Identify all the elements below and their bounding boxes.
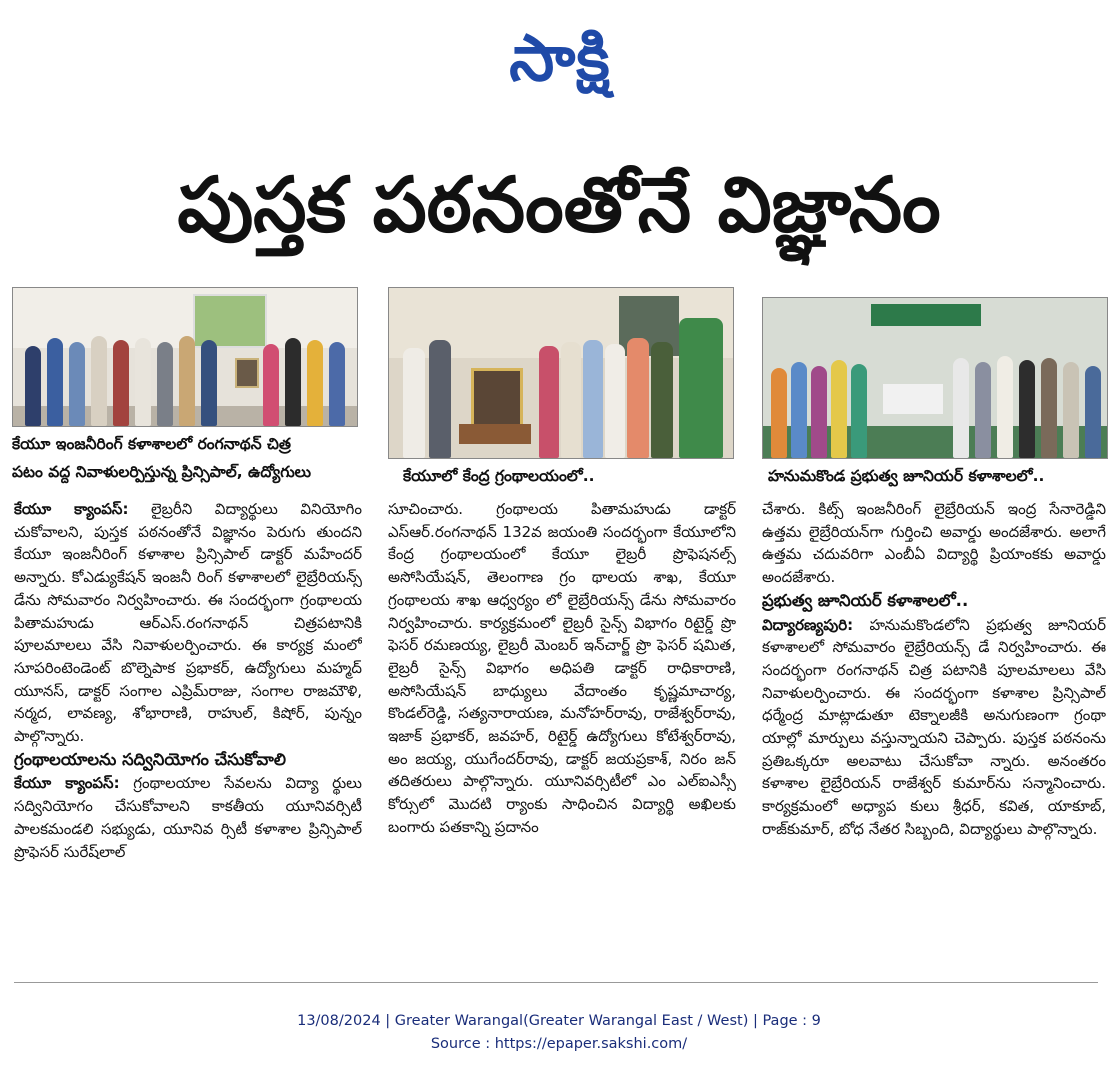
photo-1-portrait	[235, 358, 259, 388]
photo-1-window	[193, 294, 267, 348]
photo-3-caption	[768, 462, 1108, 490]
article-text: హనుమకొండలోని ప్రభుత్వ జూనియర్ కళాశాలలో సోమవారం లైబ్రేరియన్స్ డే నిర్వహించారు. ఈ సందర్భంగా రంగనాథన్ చిత్ర పటానికి పూలమాలలు వేసి నివాళులర్పించారు. ఈ సందర్భంగా కళాశాల ప్రిన్సిపాల్ ధర్మేంద్ర మాట్లాడుతూ టెక్నాలజీకి అనుగుణంగా గ్రంథా యాల్లో మార్పులు వస్తున్నాయని చెప్పారు. పుస్తక పఠనంను ప్రతిఒక్కరూ అలవాటు చేసుకోవా న్నారు. అనంతరం కళాశాల లైబ్రేరియన్ రాజేశ్వర్ కుమార్‌ను సన్మానించారు. కార్యక్రమంలో అధ్యాప కులు శ్రీధర్, కవిత, యాకూబ్, రాజ్‌కుమార్, బోధ నేతర సిబ్బంది, విద్యార్థులు పాల్గొన్నారు.	[762, 615, 1106, 838]
photo-3-person	[811, 366, 827, 458]
footer-divider	[14, 982, 1098, 983]
photo-3-table	[883, 384, 943, 414]
photo-3-person	[953, 358, 969, 458]
photo-2-table	[459, 424, 531, 444]
photo-1-person	[329, 342, 345, 426]
photo-3	[762, 297, 1108, 459]
article-text: లైబ్రరీని విద్యార్థులు వినియోగిం చుకోవాలని, పుస్తక పఠనంతోనే విజ్ఞానం పెరుగు తుందని కేయూ ఇంజనీరింగ్ కళాశాల ప్రిన్సిపాల్ డాక్టర్ మహేందర్ అన్నారు. కోఎడ్యుకేషన్ ఇంజనీ రింగ్ కళాశాలలో లైబ్రేరియన్స్ డేను సోమవారం నిర్వహించారు. ఈ సందర్భంగా గ్రంథాలయ పితామహుడు ఆర్ఎస్.రంగనాథన్ చిత్రపటానికి పూలమాలలు వేసి నివాళులర్పించారు. ఈ కార్యక్ర మంలో సూపరింటెండెంట్ బొల్నెపాక ప్రభాకర్, ఉద్యోగులు మహ్మద్ యూనస్, డాక్టర్ సంగాల ఎప్రిమ్‌రాజు, సంగాల రాజమౌళి, నర్మద, లావణ్య, శోభారాణి, రాహుల్, కిషోర్, పున్నం పాల్గొన్నారు.	[14, 500, 362, 746]
photo-1-person	[25, 346, 41, 426]
photo-3-person	[1041, 358, 1057, 458]
photo-2-person	[403, 348, 425, 458]
photo-1-person	[157, 342, 173, 426]
photo-2-person	[651, 342, 673, 458]
photo-2-person	[561, 342, 581, 458]
photo-1-person	[307, 340, 323, 426]
photo-2-caption	[403, 462, 733, 490]
photo-3-person	[791, 362, 807, 458]
photo-1-person	[263, 344, 279, 426]
photo-1-person	[113, 340, 129, 426]
photo-2-person	[429, 340, 451, 458]
photo-1-person	[135, 338, 151, 426]
photo-2-person	[627, 338, 649, 458]
headline: పుస్తక పఠనంతోనే విజ్ఞానం	[177, 160, 941, 249]
article-text: చేశారు. కిట్స్ ఇంజనీరింగ్ లైబ్రేరియన్ ఇంద్ర సేనారెడ్డిని ఉత్తమ లైబ్రేరియన్‌గా గుర్తించి అవార్డు అందజేశారు. అలాగే ఉత్తమ చదువరిగా ఎంబీఏ విద్యార్థి ప్రియాంకకు అవార్డు అందజేశారు.	[762, 500, 1106, 587]
article-text: గ్రంథాలయాల సేవలను విద్యా ర్థులు సద్వినియోగం చేసుకోవాలని కాకతీయ యూనివర్సిటీ పాలకమండలి సభ్యుడు, యూనివ ర్సిటీ కళాశాల ప్రిన్సిపాల్ ప్రొఫెసర్ సురేష్‌లాల్	[14, 774, 362, 861]
photo-1-person	[201, 340, 217, 426]
photo-1	[12, 287, 358, 427]
photo-2-person	[583, 340, 603, 458]
photo-1-person	[47, 338, 63, 426]
photo-2-person	[539, 346, 559, 458]
photo-2-person	[605, 344, 625, 458]
photo-1-caption	[12, 430, 357, 486]
photo-1-person	[179, 336, 195, 426]
article-column-3	[762, 498, 1106, 942]
dateline: కేయూ క్యాంపస్:	[14, 500, 129, 518]
photo-2-portrait	[471, 368, 523, 432]
photo-3-person	[1085, 366, 1101, 458]
photo-3-person	[771, 368, 787, 458]
photo-3-person	[997, 356, 1013, 458]
article-column-2	[388, 498, 736, 942]
article-column-1	[14, 498, 362, 942]
photo-1-caption-line: పటం వద్ద నివాళులర్పిస్తున్న ప్రిన్సిపాల్, ఉద్యోగులు	[12, 463, 312, 481]
masthead-logo: సాక్షి	[509, 22, 611, 96]
photo-3-banner	[871, 304, 981, 326]
photo-1-person	[91, 336, 107, 426]
photo-3-person	[1019, 360, 1035, 458]
photo-2-person	[679, 318, 723, 458]
photo-1-person	[285, 338, 301, 426]
article-text: సూచించారు. గ్రంథాలయ పితామహుడు డాక్టర్ ఎస్ఆర్.రంగనాథన్ 132వ జయంతి సందర్భంగా కేయూలోని కేంద్ర గ్రంథాలయంలో కేయూ లైబ్రరీ ప్రొఫెషనల్స్ అసోసియేషన్, తెలంగాణ గ్రం థాలయ శాఖ, కేయూ గ్రంథాలయ శాఖ ఆధ్వర్యం లో లైబ్రేరియన్స్ డేను సోమవారం నిర్వహించారు. కార్యక్రమంలో లైబ్రరీ సైన్స్ విభాగం రిటైర్డ్ ప్రొ ఫెసర్ రమణయ్య, లైబ్రరీ మెంబర్ ఇన్‌చార్జ్ ప్రొ ఫెసర్ షమిత, లైబ్రరీ సైన్స్ విభాగం అధిపతి డాక్టర్ రాధికారాణి, అసోసియేషన్ బాధ్యులు వేదాంతం కృష్ణమాచార్య, కొండల్‌రెడ్డి, సత్యనారాయణ, మనోహర్‌రావు, రాజేశ్వర్‌రావు, ఇజాక్ ప్రభాకర్, జవహర్, రిటైర్డ్ ఉద్యోగులు కోటేశ్వర్‌రావు, అం జయ్య, యుగేందర్‌రావు, డాక్టర్ జయప్రకాశ్, నిరం జన్ తదితరులు పాల్గొన్నారు. యూనివర్సిటీలో ఎం ఎల్ఐఎస్సీ కోర్సులో మొదటి ర్యాంకు సాధించిన విద్యార్థి అఖిలకు బంగారు పతకాన్ని ప్రదానం	[388, 500, 736, 836]
photo-2	[388, 287, 734, 459]
photo-1-caption-line: కేయూ ఇంజనీరింగ్ కళాశాలలో రంగనాథన్ చిత్ర	[12, 435, 291, 453]
dateline: కేయూ క్యాంపస్:	[14, 774, 120, 793]
dateline: విద్యారణ్యపురి:	[762, 615, 854, 634]
footer-source-link[interactable]: Source : https://epaper.sakshi.com/	[430, 1036, 688, 1052]
subheading: గ్రంథాలయాలను సద్వినియోగం చేసుకోవాలి	[14, 749, 286, 769]
photo-3-caption-line: హనుమకొండ ప్రభుత్వ జూనియర్ కళాశాలలో..	[768, 467, 1045, 485]
photo-3-person	[1063, 362, 1079, 458]
photo-1-person	[69, 342, 85, 426]
photo-2-caption-line: కేయూలో కేంద్ర గ్రంథాలయంలో..	[403, 467, 595, 485]
footer-edition-line: 13/08/2024 | Greater Warangal(Greater Warangal East / West) | Page : 9	[297, 1013, 821, 1029]
photo-3-person	[975, 362, 991, 458]
photo-3-person	[851, 364, 867, 458]
photo-3-person	[831, 360, 847, 458]
subheading: ప్రభుత్వ జూనియర్ కళాశాలలో..	[762, 590, 969, 610]
